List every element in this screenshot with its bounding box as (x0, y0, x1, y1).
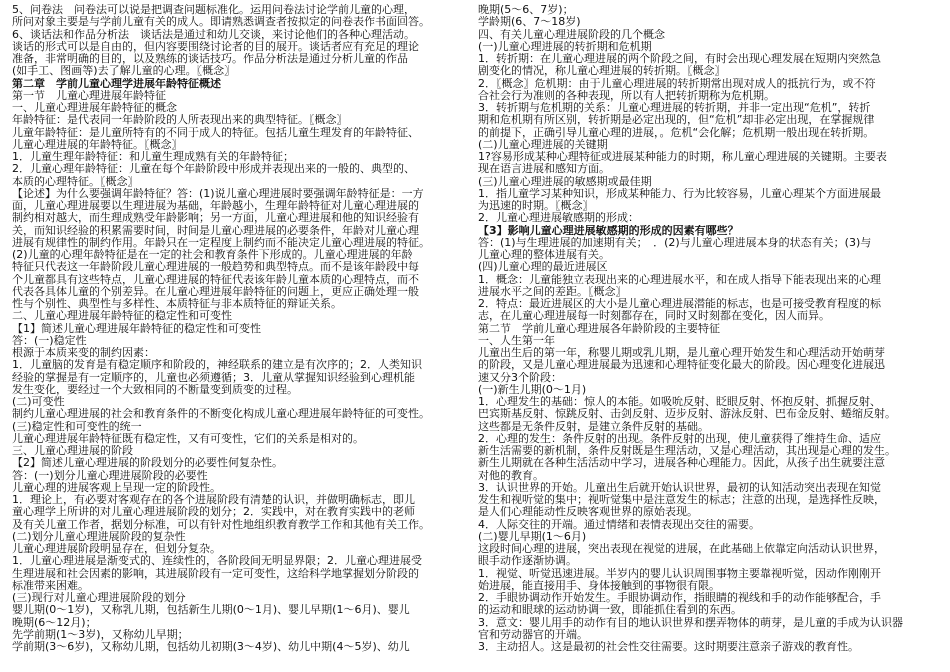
text-line: (二)儿童心理进展的关键期 (478, 138, 608, 151)
text-line: 标准带来困难。 (12, 579, 89, 592)
text-line: 【2】简述儿童心理进展的阶段划分的必要性何复杂性。 (12, 457, 283, 470)
text-line: 新生活需要的新机制，条件反射既是生理活动，又是心理活动，其出现是心理的发生。 (478, 445, 896, 457)
text-line: 2．儿童心理年龄特征：儿童在每个年龄阶段中形成并表现出来的一般的、典型的、 (12, 163, 415, 176)
text-line: 所问对象主要是与学前儿童有关的成人。即请熟悉调查者按拟定的问卷表作书面回答。 (12, 16, 430, 29)
text-line: 晚期(5～6、7岁)； (478, 4, 574, 16)
text-line: 四、有关儿童心理进展阶段的几个概念 (478, 28, 665, 41)
text-line: 准备，非常明确的目的，以及熟练的谈话技巧。作品分析法是通过分析儿童的作品 (12, 53, 408, 65)
text-line: (四)儿童心理的最近进展区 (478, 261, 608, 274)
text-line: 儿童心理进展的年龄特征。〖概念〗 (12, 138, 183, 151)
text-line: 1．转折期：在儿童心理进展的两个阶段之间，有时会出现心理发展在短期内突然急 (478, 53, 881, 65)
text-line: 对他的教育。 (478, 469, 544, 482)
text-line: 官和劳动器官的开端。 (478, 628, 588, 641)
text-line: 2．〖概念〗危机期：由于儿童心理进展的转折期常出现对成人的抵抗行为，或不符 (478, 77, 876, 90)
text-line: 剧变化的情况，称儿童心理进展的转折期。〖概念〗 (478, 65, 726, 78)
text-line: 1．心理发生的基础：惊人的本能。如吸吮反射、眨眼反射、怀抱反射、抓握反射、 (478, 396, 881, 408)
text-line: 二、儿童心理进展年龄特征的稳定性和可变性 (12, 310, 232, 323)
text-line: (二)可变性 (12, 396, 65, 408)
text-line: 发生和视听觉的集中；视听觉集中是注意发生的标志；注意的出现，是选择性反映， (478, 494, 885, 506)
text-line: 年龄特征：是代表同一年龄阶段的人所表现出来的典型特征。〖概念〗 (12, 114, 348, 127)
text-line: 儿童出生后的第一年，称婴儿期或乳儿期，是儿童心理开始发生和心理活动开始萌芽 (478, 347, 885, 359)
text-line: 第二节 学前儿童心理进展各年龄阶段的主要特征 (478, 322, 720, 335)
text-line: 儿童心理的整体进展有关。 (478, 249, 610, 261)
text-line: (二)划分儿童心理进展阶段的复杂性 (12, 530, 186, 543)
text-line: 及有关儿童工作者，据划分标准，可以有针对性地组织教育教学工作和其他有关工作。 (12, 518, 430, 531)
text-line: 志，在儿童心理进展每一时刻都存在，同时又时刻都在变化，因人而异。 (478, 310, 830, 323)
text-line: (三)儿童心理进展的敏感期或最佳期 (478, 175, 652, 188)
text-line: 儿童心理进展阶段明显存在，但划分复杂。 (12, 543, 221, 555)
text-line: 2．特点：最近进展区的大小是儿童心理进展潜能的标志，也是可接受教育程度的标 (478, 298, 881, 310)
text-line: 进展水平之间的差距。〖概念〗 (478, 285, 627, 298)
text-line: 的运动和眼球的运动协调一致，即能抓住看到的东西。 (478, 604, 742, 617)
text-line: 是人们心理能动性反映客观世界的原始表现。 (478, 506, 698, 519)
text-line: 制约儿童心理进展的社会和教育条件的不断变化构成儿童心理进展年龄特征的可变性。 (12, 408, 430, 421)
text-line: 新生儿期就在各种生活活动中学习，进展各种心理能力。因此，从孩子出生就要注意 (478, 457, 885, 470)
text-line: 个儿童都具有这些特点，儿童心理进展的特征代表该年龄儿童本质的心理特点，而不 (12, 273, 419, 286)
text-line: 2．手眼协调动作开始发生。手眼协调动作，指眼睛的视线和手的动作能够配合，手 (478, 592, 881, 604)
text-line: 童心理学上所讲的对儿童心理进展阶段的划分；2．实践中，对在教育实践中的老师 (12, 506, 415, 519)
text-line: 眼手动作逐渐协调。 (478, 555, 577, 568)
text-line: 晚期(6～12月)； (12, 616, 97, 629)
left-text-column (12, 4, 464, 653)
text-line: (一)儿童心理进展的转折期和危机期 (478, 40, 652, 53)
text-line: 特征只代表这一年龄阶段儿童心理进展的一般趋势和典型特点。而不是该年龄段中每 (12, 261, 419, 274)
text-line: 制约相对越大，而生理成熟受年龄影响；另一方面，儿童心理进展和他的知识经验有 (12, 212, 419, 225)
text-line: 3．意文：婴儿用手的动作有目的地认识世界和摆弄物体的萌芽，是儿童的手成为认识器 (478, 616, 903, 629)
text-line: 这些都是无条件反射，是建立条件反射的基础。 (478, 420, 709, 433)
text-line: (一)新生儿期(0～1月) (478, 383, 587, 396)
text-line: 3．主动招人。这是最初的社会性交往需要。这时期要注意亲子游戏的教育性。 (478, 641, 859, 653)
text-line: 代表各具体儿童的个别差异。在儿童心理进展年龄特征的问题上，更应正确处理一般 (12, 285, 419, 298)
text-line: 的前提下，正确引导儿童心理的进展，。危机“会化解；危机期一般出现在转折期。 (478, 126, 875, 139)
text-line: 始进展，能直接用手、身体接触到的事物很有限。 (478, 579, 720, 592)
text-line: 经验的掌握是有一定顺序的，儿童也必须遵循；3．儿童从掌握知识经验到心理机能 (12, 371, 415, 384)
text-line: 1．视觉、听觉迅速进展。半岁内的婴儿认识周围事物主要靠视听觉，因动作刚刚开 (478, 567, 881, 580)
text-line: 巴宾斯基反射、惊跳反射、击剑反射、迈步反射、游泳反射、巴布金反射、蜷缩反射。 (478, 408, 896, 421)
text-line: 3．认识世界的开始。儿童出生后就开始认识世界，最初的认知活动突出表现在知觉 (478, 481, 881, 494)
text-line: 1．概念：儿童能独立表现出来的心理进展水平，和在成人指导下能表现出来的心理 (478, 273, 881, 286)
text-line: 儿童心理进展年龄特征既有稳定性，又有可变性，它们的关系是相对的。 (12, 432, 364, 445)
heading-line: 第二章 学前儿童心理学进展年龄特征概述 (12, 77, 221, 90)
text-line: 期和危机期有所区别，转折期是必定出现的，但“危机”却非必定出现，在掌握规律 (478, 114, 875, 127)
text-line: 2．儿童心理进展敏感期的形成： (478, 212, 639, 225)
text-line: 为迅速的时期。〖概念〗 (478, 200, 594, 212)
right-text-column (478, 4, 930, 653)
text-line: 谈话的形式可以是自由的，但内容要围绕讨论者的目的展开。谈话者应有充足的理论 (12, 40, 419, 53)
text-line: 根源于本质来变的制约因素： (12, 347, 155, 359)
text-line: (三)稳定性和可变性的统一 (12, 420, 142, 433)
text-line: 学龄期(6、7～18岁) (478, 16, 581, 29)
text-line: (如手工、图画等)去了解儿童的心理。〖概念〗 (12, 65, 236, 78)
text-line: 1．儿童生理年龄特征：和儿童生理成熟有关的年龄特征； (12, 151, 294, 163)
text-line: 儿童心理的进展客观上呈现一定的阶段性。 (12, 481, 221, 494)
text-line: 生理进展和社会因素的影响，其进展阶段有一定可变性，这给科学地掌握划分阶段的 (12, 567, 419, 580)
text-line: 发生变化，要经过一个大致相同的不断量变到质变的过程。 (12, 383, 298, 396)
text-line: 1．理论上，有必要对客观存在的各个进展阶段有清楚的认识，并做明确标志，即儿 (12, 494, 415, 506)
text-line: 3．转折期与危机期的关系：儿童心理进展的转折期，并非一定出现“危机”，转折 (478, 102, 871, 114)
text-line: 答：(一)划分儿童心理进展阶段的必要性 (12, 469, 208, 482)
text-line: 答：(一)稳定性 (12, 334, 87, 347)
text-line: 第一节 儿童心理进展年龄特征 (12, 89, 166, 102)
text-line: 关，而知识经验的积累需要时间，时间是儿童心理进展的必要条件，年龄对儿童心理 (12, 224, 419, 237)
text-line: 1．指儿童学习某种知识，形成某种能力、行为比较容易，儿童心理某个方面进展最 (478, 187, 881, 200)
text-line: (三)现行对儿童心理进展阶段的划分 (12, 592, 186, 604)
text-line: 这段时间心理的进展，突出表现在视觉的进展，在此基础上依靠定向活动认识世界， (478, 543, 885, 555)
text-line: 5、问卷法 问卷法可以说是把调查问题标准化。运用问卷法讨论学前儿童的心理， (12, 4, 415, 16)
text-line: 本质的心理特征。〖概念〗 (12, 175, 139, 188)
text-line: 现在语言进展和感知方面。 (478, 163, 610, 176)
text-line: (二)婴儿早期(1～6月) (478, 530, 587, 543)
text-line: 儿童年龄特征：是儿童所特有的不同于成人的特征。包括儿童生理发育的年龄特征、 (12, 126, 419, 139)
text-line: 婴儿期(0～1岁)，又称乳儿期，包括新生儿期(0～1月)、婴儿早期(1～6月)、婴儿 (12, 604, 410, 617)
text-line: (2)儿童的心理年龄特征是在一定的社会和教育条件下形成的。儿童心理进展的年龄 (12, 249, 413, 261)
text-line: 一、人生第一年 (478, 334, 555, 347)
text-line: 【论述】为什么要强调年龄特征？答：(1)说儿童心理进展时要强调年龄特征是：一方 (12, 187, 424, 200)
text-line: 进展有规律性的制约作用。年龄只在一定程度上制约而不能决定儿童心理进展的特征。 (12, 236, 430, 249)
text-line: 2．心理的发生：条件反射的出现。条件反射的出现，使儿童获得了维持生命、适应 (478, 432, 881, 445)
text-line: 速又分3个阶段： (478, 371, 562, 384)
text-line: 性与个别性、典型性与多样性、本质特征与非本质特征的辩证关系。 (12, 298, 342, 310)
text-line: 1?容易形成某种心理特征或进展某种能力的时期，称儿童心理进展的关键期。主要表 (478, 151, 887, 163)
text-line: 6、谈话法和作品分析法 谈话法是通过和幼儿交谈，来讨论他们的各种心理活动。 (12, 28, 415, 41)
text-line: 的阶段，又是儿童心理进展最为迅速和心理特征变化最大的阶段。因心理变化进展迅 (478, 359, 885, 372)
text-line: 合社会行为准则的各种表现，所以有人把转折期称为危机期。 (478, 89, 775, 102)
text-line: 一、儿童心理进展年龄特征的概念 (12, 102, 177, 114)
text-line: 学前期(3～6岁)，又称幼儿期，包括幼儿初期(3～4岁)、幼儿中期(4～5岁)、幼儿 (12, 641, 410, 653)
text-line: 答：(1)与生理进展的加速期有关； ．(2)与儿童心理进展本身的状态有关；(3)与 (478, 236, 872, 249)
text-line: 先学前期(1～3岁)，又称幼儿早期； (12, 628, 189, 641)
text-line: 1．儿童心理进展是渐变式的、连续性的，各阶段间无明显界限；2．儿童心理进展受 (12, 555, 422, 568)
text-line: 面，儿童心理进展要以生理进展为基础，年龄越小，生理年龄特征对儿童心理进展的 (12, 200, 419, 212)
text-line: 1．儿童脑的发育是有稳定顺序和阶段的，神经联系的建立是有次序的；2．人类知识 (12, 359, 422, 372)
heading-line: 【3】影响儿童心理进展敏感期的形成的因素有哪些？ (478, 224, 739, 237)
text-line: 4．人际交往的开端。通过情绪和表情表现出交往的需要。 (478, 518, 760, 531)
text-line: 三、儿童心理进展的阶段 (12, 445, 133, 457)
text-line: 【1】简述儿童心理进展年龄特征的稳定性和可变性 (12, 322, 261, 335)
